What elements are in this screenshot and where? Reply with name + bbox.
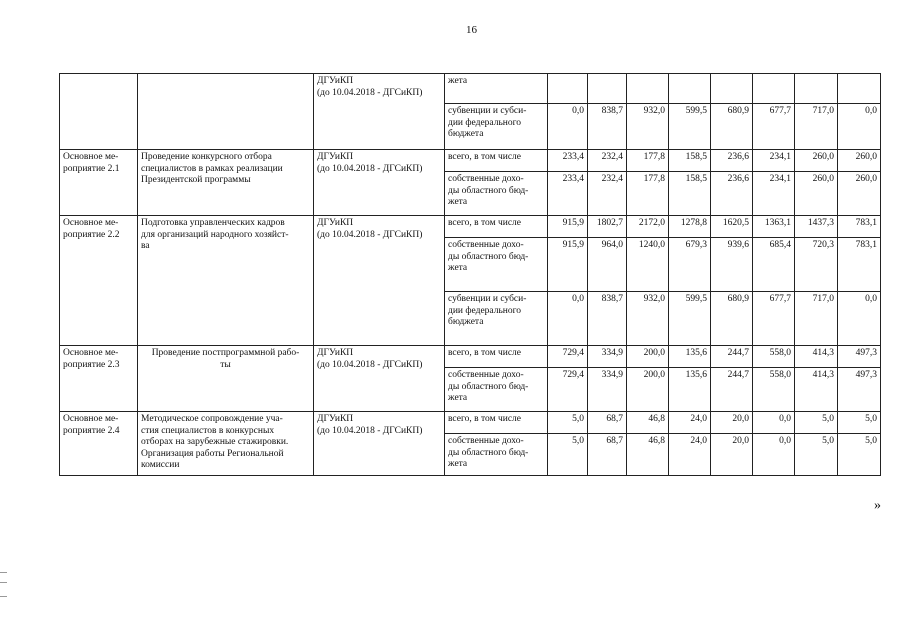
amount-cell: 158,5 bbox=[669, 150, 711, 172]
amount-cell: 46,8 bbox=[627, 434, 669, 476]
amount-cell: 233,4 bbox=[548, 150, 588, 172]
amount-cell: 0,0 bbox=[753, 434, 795, 476]
amount-cell: 677,7 bbox=[753, 292, 795, 346]
measure-cell: Основное ме- роприятие 2.2 bbox=[60, 216, 138, 346]
amount-cell: 234,1 bbox=[753, 150, 795, 172]
amount-cell: 24,0 bbox=[669, 434, 711, 476]
amount-cell: 177,8 bbox=[627, 150, 669, 172]
executor-cell: ДГУиКП (до 10.04.2018 - ДГСиКП) bbox=[314, 412, 445, 476]
measure-description: Проведение конкурсного отбора специалистов в рамках реализации Президентской программы bbox=[138, 150, 314, 216]
amount-cell: 20,0 bbox=[711, 434, 753, 476]
amount-cell: 964,0 bbox=[588, 238, 627, 292]
page-number: 16 bbox=[466, 24, 477, 36]
margin-mark bbox=[0, 572, 7, 573]
amount-cell: 558,0 bbox=[753, 346, 795, 368]
amount-cell: 0,0 bbox=[753, 412, 795, 434]
amount-cell: 783,1 bbox=[838, 216, 881, 238]
executor-cell: ДГУиКП (до 10.04.2018 - ДГСиКП) bbox=[314, 150, 445, 216]
amount-cell: 5,0 bbox=[548, 412, 588, 434]
amount-cell: 244,7 bbox=[711, 346, 753, 368]
amount-cell: 783,1 bbox=[838, 238, 881, 292]
amount-cell: 244,7 bbox=[711, 368, 753, 412]
amount-cell: 5,0 bbox=[795, 412, 838, 434]
funding-source: субвенции и субси- дии федерального бюджета bbox=[445, 104, 548, 150]
amount-cell: 939,6 bbox=[711, 238, 753, 292]
funding-source: всего, в том числе bbox=[445, 216, 548, 238]
amount-cell: 1240,0 bbox=[627, 238, 669, 292]
amount-cell: 1802,7 bbox=[588, 216, 627, 238]
amount-cell: 677,7 bbox=[753, 104, 795, 150]
amount-cell: 0,0 bbox=[548, 104, 588, 150]
amount-cell bbox=[627, 74, 669, 104]
funding-source: собственные дохо- ды областного бюд- жета bbox=[445, 172, 548, 216]
amount-cell bbox=[838, 74, 881, 104]
executor-cell: ДГУиКП (до 10.04.2018 - ДГСиКП) bbox=[314, 346, 445, 412]
amount-cell: 414,3 bbox=[795, 368, 838, 412]
measure-description: Подготовка управленческих кадров для организаций народного хозяйст- ва bbox=[138, 216, 314, 346]
amount-cell: 838,7 bbox=[588, 292, 627, 346]
amount-cell: 158,5 bbox=[669, 172, 711, 216]
amount-cell: 20,0 bbox=[711, 412, 753, 434]
amount-cell: 0,0 bbox=[838, 104, 881, 150]
continuation-mark: » bbox=[874, 498, 881, 513]
amount-cell: 135,6 bbox=[669, 368, 711, 412]
funding-source: жета bbox=[445, 74, 548, 104]
amount-cell: 497,3 bbox=[838, 346, 881, 368]
amount-cell: 177,8 bbox=[627, 172, 669, 216]
amount-cell: 1278,8 bbox=[669, 216, 711, 238]
amount-cell: 260,0 bbox=[795, 150, 838, 172]
amount-cell: 334,9 bbox=[588, 368, 627, 412]
amount-cell: 717,0 bbox=[795, 292, 838, 346]
amount-cell: 915,9 bbox=[548, 216, 588, 238]
amount-cell bbox=[711, 74, 753, 104]
measure-description: Проведение постпрограммной рабо- ты bbox=[138, 346, 314, 412]
amount-cell: 679,3 bbox=[669, 238, 711, 292]
amount-cell: 260,0 bbox=[795, 172, 838, 216]
amount-cell: 1363,1 bbox=[753, 216, 795, 238]
funding-source: собственные дохо- ды областного бюд- жета bbox=[445, 368, 548, 412]
amount-cell: 5,0 bbox=[838, 434, 881, 476]
amount-cell: 599,5 bbox=[669, 104, 711, 150]
amount-cell: 200,0 bbox=[627, 368, 669, 412]
amount-cell: 680,9 bbox=[711, 292, 753, 346]
funding-source: всего, в том числе bbox=[445, 346, 548, 368]
amount-cell: 1620,5 bbox=[711, 216, 753, 238]
amount-cell: 234,1 bbox=[753, 172, 795, 216]
amount-cell: 1437,3 bbox=[795, 216, 838, 238]
amount-cell: 200,0 bbox=[627, 346, 669, 368]
amount-cell: 729,4 bbox=[548, 368, 588, 412]
amount-cell: 236,6 bbox=[711, 150, 753, 172]
measure-cell: Основное ме- роприятие 2.3 bbox=[60, 346, 138, 412]
measure-description bbox=[138, 74, 314, 150]
amount-cell: 334,9 bbox=[588, 346, 627, 368]
amount-cell: 729,4 bbox=[548, 346, 588, 368]
table-row bbox=[60, 74, 881, 104]
table-row bbox=[60, 150, 881, 172]
amount-cell: 68,7 bbox=[588, 412, 627, 434]
amount-cell: 260,0 bbox=[838, 172, 881, 216]
amount-cell: 5,0 bbox=[838, 412, 881, 434]
amount-cell: 2172,0 bbox=[627, 216, 669, 238]
amount-cell: 260,0 bbox=[838, 150, 881, 172]
amount-cell bbox=[669, 74, 711, 104]
amount-cell: 685,4 bbox=[753, 238, 795, 292]
table-row bbox=[60, 412, 881, 434]
amount-cell: 5,0 bbox=[548, 434, 588, 476]
amount-cell: 0,0 bbox=[838, 292, 881, 346]
measure-cell bbox=[60, 74, 138, 150]
amount-cell: 717,0 bbox=[795, 104, 838, 150]
table-row bbox=[60, 216, 881, 238]
funding-source: субвенции и субси- дии федерального бюджета bbox=[445, 292, 548, 346]
amount-cell: 46,8 bbox=[627, 412, 669, 434]
measure-description: Методическое сопровождение уча- стия специалистов в конкурсных отборах на зарубежные стажировки. Организация работы Региональной комиссии bbox=[138, 412, 314, 476]
amount-cell: 68,7 bbox=[588, 434, 627, 476]
executor-cell: ДГУиКП (до 10.04.2018 - ДГСиКП) bbox=[314, 216, 445, 346]
amount-cell: 135,6 bbox=[669, 346, 711, 368]
amount-cell: 720,3 bbox=[795, 238, 838, 292]
amount-cell: 236,6 bbox=[711, 172, 753, 216]
amount-cell: 232,4 bbox=[588, 172, 627, 216]
margin-mark bbox=[0, 582, 7, 583]
amount-cell: 558,0 bbox=[753, 368, 795, 412]
funding-source: собственные дохо- ды областного бюд- жета bbox=[445, 238, 548, 292]
executor-cell: ДГУиКП (до 10.04.2018 - ДГСиКП) bbox=[314, 74, 445, 150]
amount-cell bbox=[548, 74, 588, 104]
table-row bbox=[60, 346, 881, 368]
amount-cell: 5,0 bbox=[795, 434, 838, 476]
funding-source: всего, в том числе bbox=[445, 412, 548, 434]
amount-cell bbox=[795, 74, 838, 104]
amount-cell: 0,0 bbox=[548, 292, 588, 346]
budget-table bbox=[59, 73, 881, 476]
amount-cell: 680,9 bbox=[711, 104, 753, 150]
funding-source: всего, в том числе bbox=[445, 150, 548, 172]
amount-cell bbox=[753, 74, 795, 104]
amount-cell: 932,0 bbox=[627, 292, 669, 346]
amount-cell: 838,7 bbox=[588, 104, 627, 150]
measure-cell: Основное ме- роприятие 2.1 bbox=[60, 150, 138, 216]
amount-cell: 915,9 bbox=[548, 238, 588, 292]
amount-cell bbox=[588, 74, 627, 104]
amount-cell: 932,0 bbox=[627, 104, 669, 150]
amount-cell: 599,5 bbox=[669, 292, 711, 346]
amount-cell: 24,0 bbox=[669, 412, 711, 434]
funding-source: собственные дохо- ды областного бюд- жета bbox=[445, 434, 548, 476]
amount-cell: 233,4 bbox=[548, 172, 588, 216]
amount-cell: 232,4 bbox=[588, 150, 627, 172]
amount-cell: 414,3 bbox=[795, 346, 838, 368]
measure-cell: Основное ме- роприятие 2.4 bbox=[60, 412, 138, 476]
margin-mark bbox=[0, 596, 7, 597]
amount-cell: 497,3 bbox=[838, 368, 881, 412]
